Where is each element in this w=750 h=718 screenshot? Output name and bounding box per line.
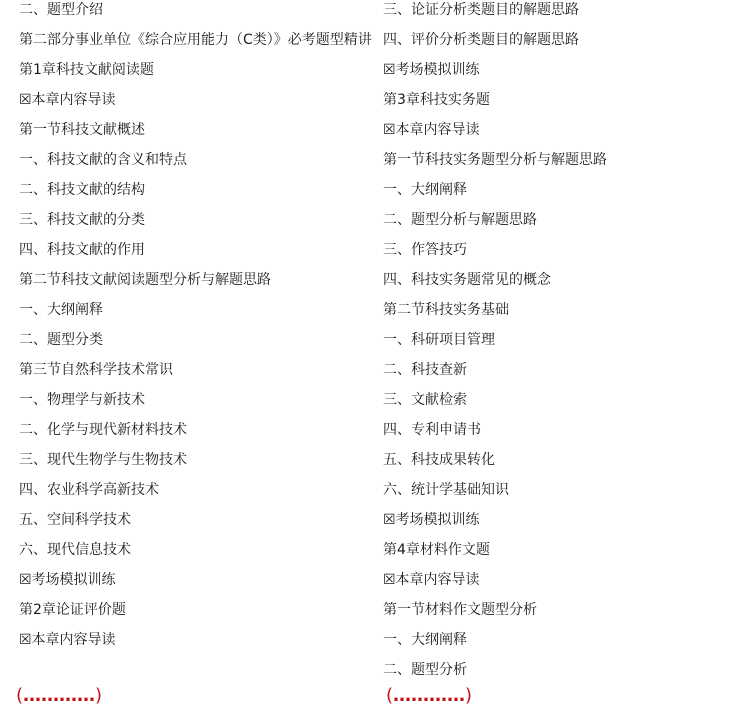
toc-entry: ☒本章内容导读 (19, 632, 116, 648)
toc-entry: 第一节科技文献概述 (19, 122, 145, 138)
toc-entry: 二、科技文献的结构 (19, 182, 145, 198)
toc-right-column (383, 0, 743, 690)
toc-entry: 第一节科技实务题型分析与解题思路 (383, 152, 607, 168)
toc-entry: 三、作答技巧 (383, 242, 467, 258)
toc-entry: ☒考场模拟训练 (383, 512, 480, 528)
toc-entry: 第二部分事业单位《综合应用能力（C类）》必考题型精讲 (19, 32, 372, 48)
toc-entry: 四、专利申请书 (383, 422, 481, 438)
toc-entry: 二、科技查新 (383, 362, 467, 378)
toc-entry: ☒本章内容导读 (383, 572, 480, 588)
toc-entry: 四、科技实务题常见的概念 (383, 272, 551, 288)
toc-entry: 二、题型分析与解题思路 (383, 212, 537, 228)
toc-entry: 一、物理学与新技术 (19, 392, 145, 408)
toc-entry: 三、文献检索 (383, 392, 467, 408)
toc-entry: 二、题型分析 (383, 662, 467, 678)
continuation-close-paren: ) (465, 685, 473, 706)
continuation-dots: ………… (23, 685, 96, 706)
continuation-open-paren: ( (16, 685, 24, 706)
toc-entry: ☒考场模拟训练 (19, 572, 116, 588)
toc-entry: 第三节自然科学技术常识 (19, 362, 173, 378)
toc-entry: 一、大纲阐释 (19, 302, 103, 318)
toc-entry: ☒考场模拟训练 (383, 62, 480, 78)
toc-left-column (19, 0, 379, 660)
toc-entry: ☒本章内容导读 (19, 92, 116, 108)
toc-entry: 一、科研项目管理 (383, 332, 495, 348)
continuation-close-paren: ) (95, 685, 103, 706)
toc-entry: 第二节科技实务基础 (383, 302, 509, 318)
toc-entry: 第4章材料作文题 (383, 542, 490, 558)
toc-entry: 三、论证分析类题目的解题思路 (383, 2, 579, 18)
toc-entry: 一、科技文献的含义和特点 (19, 152, 187, 168)
toc-entry: 第一节材料作文题型分析 (383, 602, 537, 618)
toc-entry: 一、大纲阐释 (383, 182, 467, 198)
toc-entry: 六、现代信息技术 (19, 542, 131, 558)
toc-entry: 第2章论证评价题 (19, 602, 126, 618)
continuation-dots: ………… (393, 685, 466, 706)
toc-entry: 三、现代生物学与生物技术 (19, 452, 187, 468)
continuation-marker-left (16, 683, 102, 709)
toc-entry: 二、题型介绍 (19, 2, 103, 18)
toc-entry: 四、科技文献的作用 (19, 242, 145, 258)
toc-entry: 第3章科技实务题 (383, 92, 490, 108)
toc-entry: 四、农业科学高新技术 (19, 482, 159, 498)
toc-entry: ☒本章内容导读 (383, 122, 480, 138)
toc-entry: 二、题型分类 (19, 332, 103, 348)
continuation-marker-right (386, 683, 472, 709)
toc-entry: 第1章科技文献阅读题 (19, 62, 154, 78)
toc-entry: 三、科技文献的分类 (19, 212, 145, 228)
toc-entry: 四、评价分析类题目的解题思路 (383, 32, 579, 48)
continuation-open-paren: ( (386, 685, 394, 706)
toc-entry: 二、化学与现代新材料技术 (19, 422, 187, 438)
toc-entry: 六、统计学基础知识 (383, 482, 509, 498)
toc-entry: 五、空间科学技术 (19, 512, 131, 528)
toc-entry: 五、科技成果转化 (383, 452, 495, 468)
toc-entry: 一、大纲阐释 (383, 632, 467, 648)
toc-entry: 第二节科技文献阅读题型分析与解题思路 (19, 272, 271, 288)
